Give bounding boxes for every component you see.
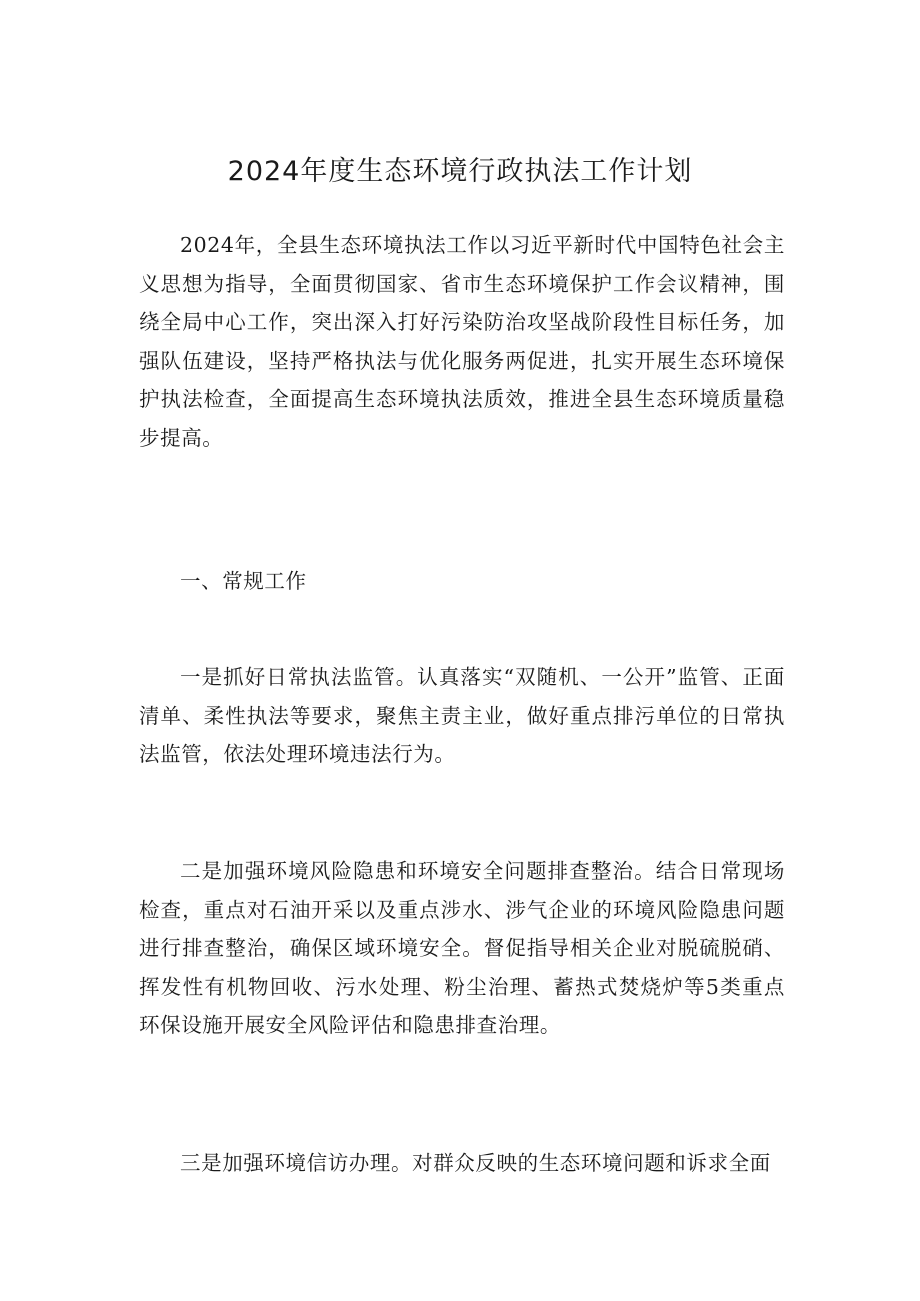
section-heading-routine-work: 一、常规工作: [180, 569, 307, 593]
paragraph-item-3: 三是加强环境信访办理。对群众反映的生态环境问题和诉求全面: [180, 1151, 771, 1175]
intro-paragraph: 2024年，全县生态环境执法工作以习近平新时代中国特色社会主义思想为指导，全面贯彻国家、省市生态环境保护工作会议精神，围绕全局中心工作，突出深入打好污染防治攻坚战阶段性目标任务，加强队伍建设，坚持严格执法与优化服务两促进，扎实开展生态环境保护执法检查，全面提高生态环境执法质效，推进全县生态环境质量稳步提高。: [139, 233, 785, 450]
paragraph-item-1: 一是抓好日常执法监管。认真落实“双随机、一公开”监管、正面清单、柔性执法等要求，聚焦主责主业，做好重点排污单位的日常执法监管，依法处理环境违法行为。: [139, 665, 785, 767]
paragraph-item-2: 二是加强环境风险隐患和环境安全问题排查整治。结合日常现场检查，重点对石油开采以及重点涉水、涉气企业的环境风险隐患问题进行排查整治，确保区域环境安全。督促指导相关企业对脱硫脱硝、挥发性有机物回收、污水处理、粉尘治理、蓄热式焚烧炉等5类重点环保设施开展安全风险评估和隐患排查治理。: [139, 859, 785, 1038]
document-title: 2024年度生态环境行政执法工作计划: [227, 156, 693, 187]
